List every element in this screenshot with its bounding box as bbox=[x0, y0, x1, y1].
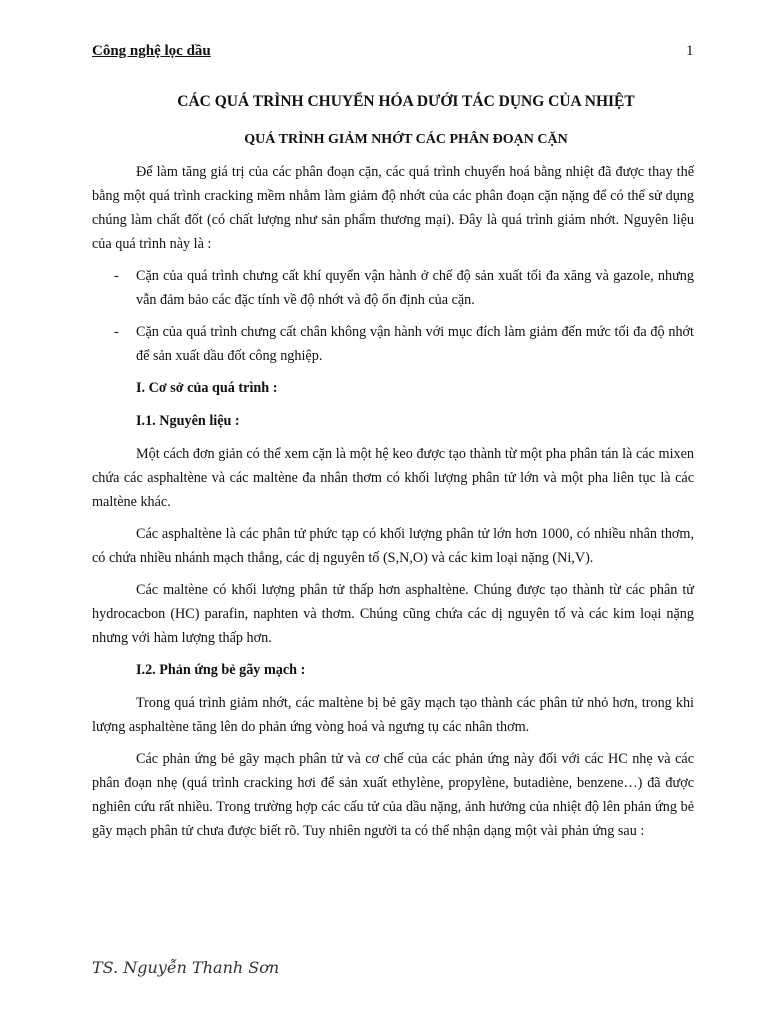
subsection-heading: I.2. Phản ứng bẻ gãy mạch : bbox=[136, 662, 306, 678]
list-item-text: Cặn của quá trình chưng cất chân không vận hành với mục đích làm giảm đến mức tối đa độ nhớt để sản xuất dầu đốt công nghiệp. bbox=[136, 324, 694, 364]
subsection-heading: I.1. Nguyên liệu : bbox=[136, 413, 240, 429]
paragraph: Trong quá trình giảm nhớt, các maltène bị bẻ gãy mạch tạo thành các phân tử nhỏ hơn, trong khi lượng asphaltène tăng lên do phản ứng vòng hoá và ngưng tụ các nhân thơm. bbox=[92, 695, 694, 735]
page-title: CÁC QUÁ TRÌNH CHUYỂN HÓA DƯỚI TÁC DỤNG CỦA NHIỆT bbox=[177, 93, 635, 110]
paragraph: Các asphaltène là các phân tử phức tạp có khối lượng phân tử lớn hơn 1000, có nhiều nhân thơm, có chứa nhiều nhánh mạch thẳng, các dị nguyên tố (S,N,O) và các kim loại nặng (Ni,V). bbox=[92, 526, 694, 566]
paragraph: Các maltène có khối lượng phân tử thấp hơn asphaltène. Chúng được tạo thành từ các phân tử hydrocacbon (HC) parafin, naphten và thơm. Chúng cũng chứa các dị nguyên tố và các kim loại nặng nhưng với hàm lượng thấp hơn. bbox=[92, 582, 694, 646]
list-item bbox=[92, 264, 694, 312]
running-header: Công nghệ lọc dầu bbox=[92, 43, 211, 59]
page-subtitle: QUÁ TRÌNH GIẢM NHỚT CÁC PHÂN ĐOẠN CẶN bbox=[244, 132, 568, 147]
intro-paragraph: Để làm tăng giá trị của các phân đoạn cặn, các quá trình chuyển hoá bằng nhiệt đã được thay thế bằng một quá trình cracking mềm nhằm làm giảm độ nhớt của các phân đoạn cặn nặng để có thể sử dụng chúng làm chất đốt (có chất lượng như sản phẩm thương mại). Đây là quá trình giảm nhớt. Nguyên liệu của quá trình này là : bbox=[92, 164, 694, 252]
paragraph: Một cách đơn giản có thể xem cặn là một hệ keo được tạo thành từ một pha phân tán là các mixen chứa các asphaltène và các maltène đa nhân thơm có khối lượng phân tử lớn và một pha liên tục là các maltène khác. bbox=[92, 446, 694, 510]
author-footer: TS. Nguyễn Thanh Sơn bbox=[92, 958, 280, 977]
list-item bbox=[92, 320, 694, 368]
list-item-text: Cặn của quá trình chưng cất khí quyển vận hành ở chế độ sản xuất tối đa xăng và gazole, nhưng vẫn đảm bảo các đặc tính về độ nhớt và độ ổn định của cặn. bbox=[136, 268, 694, 308]
bullet-marker: - bbox=[114, 324, 119, 340]
page-number: 1 bbox=[686, 43, 694, 59]
section-heading: I. Cơ sở của quá trình : bbox=[136, 380, 278, 396]
paragraph: Các phản ứng bẻ gãy mạch phân tử và cơ chế của các phản ứng này đối với các HC nhẹ và các phân đoạn nhẹ (quá trình cracking hơi để sản xuất ethylène, propylène, butadiène, benzene…) đã được nghiên cứu rất nhiều. Trong trường hợp các cấu tử của dầu nặng, ảnh hưởng của nhiệt độ lên phản ứng bẻ gãy mạch phân tử chưa được biết rõ. Tuy nhiên người ta có thể nhận dạng một vài phản ứng sau : bbox=[92, 751, 694, 839]
bullet-marker: - bbox=[114, 268, 119, 284]
body-text bbox=[92, 160, 694, 851]
